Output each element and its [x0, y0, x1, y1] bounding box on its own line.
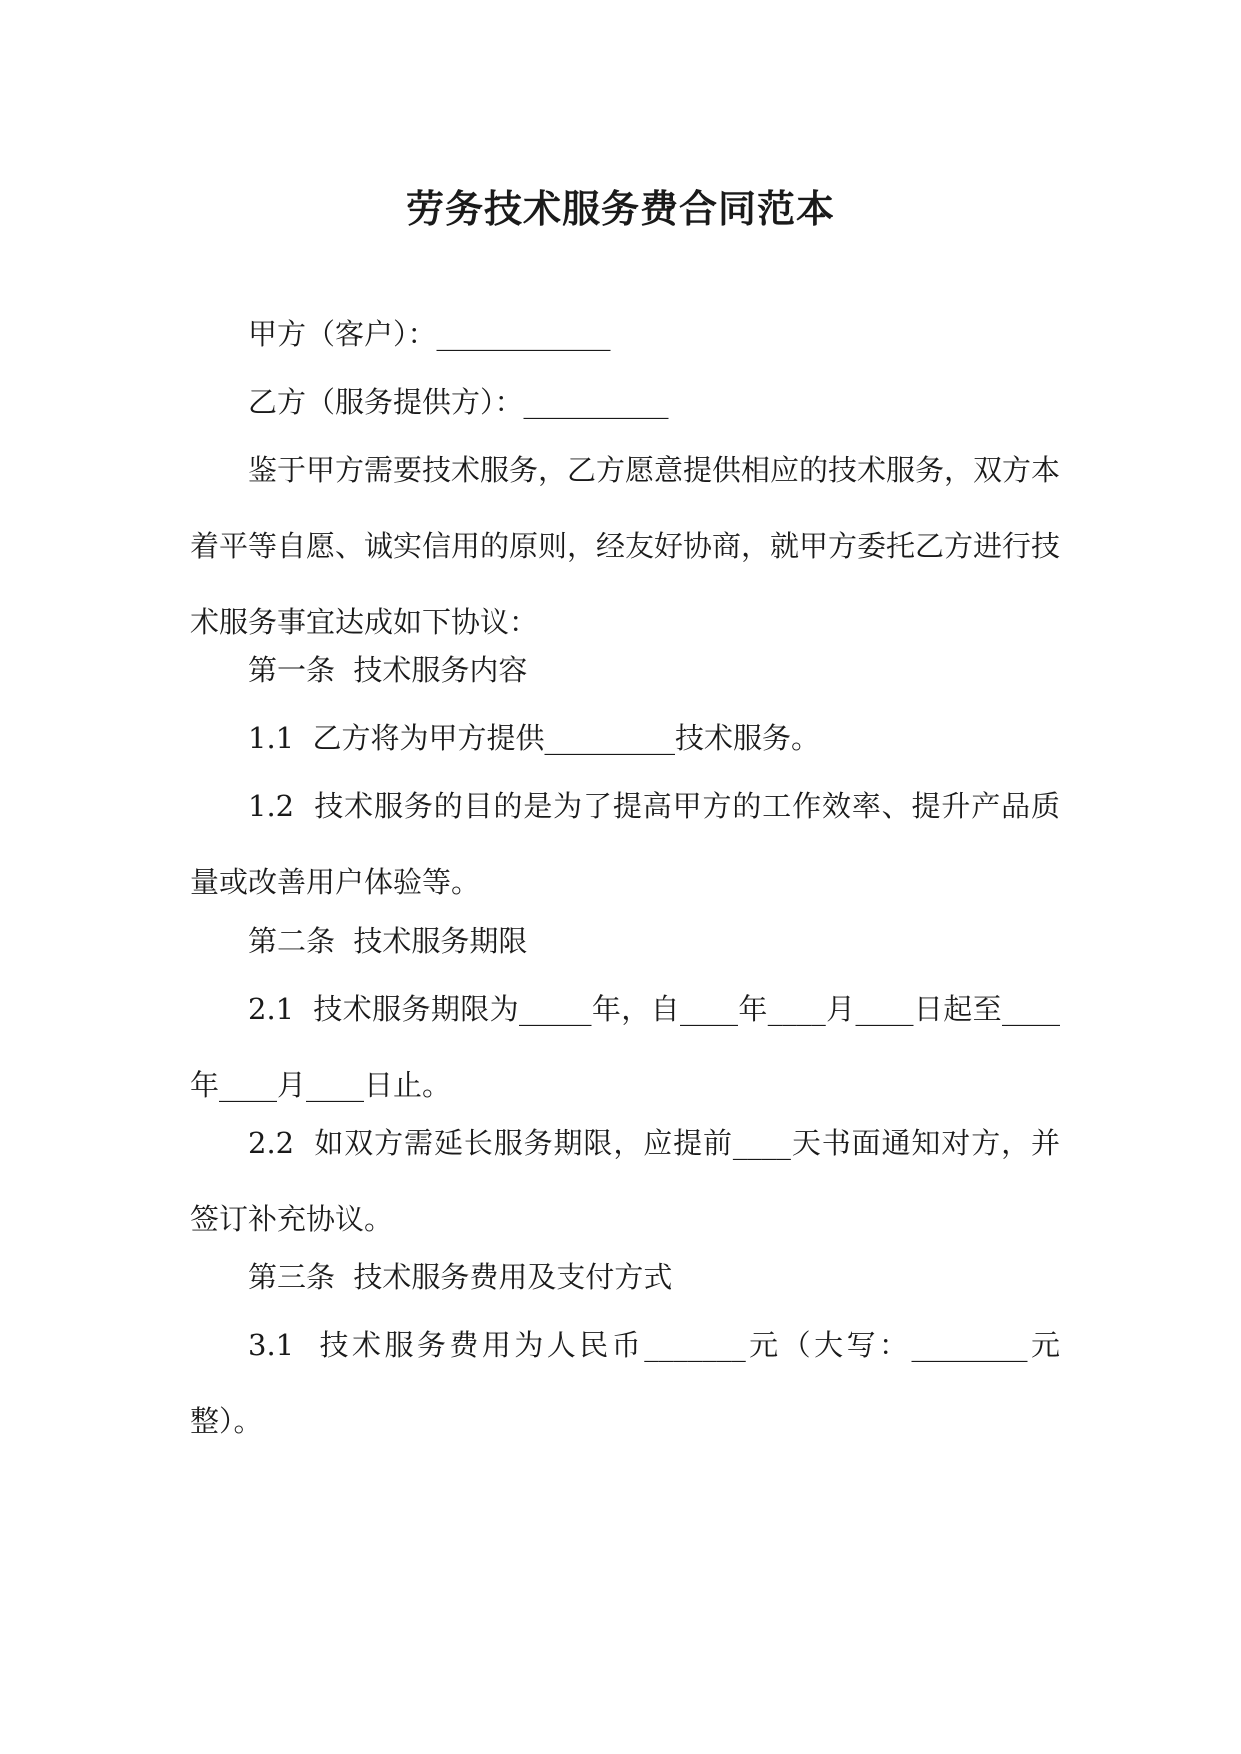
party-b-line: 乙方（服务提供方）：__________ — [248, 385, 669, 419]
article-3-heading: 第三条 技术服务费用及支付方式 — [248, 1260, 673, 1294]
clause-2-1: 2.1 技术服务期限为_____年，自____年____月____日起至____年____月____日止。 — [190, 992, 1060, 1102]
clause-2-2: 2.2 如双方需延长服务期限，应提前____天书面通知对方，并签订补充协议。 — [190, 1126, 1060, 1236]
clause-3-1: 3.1 技术服务费用为人民币_______元（大写：________元整）。 — [190, 1328, 1060, 1438]
preamble-paragraph: 鉴于甲方需要技术服务，乙方愿意提供相应的技术服务，双方本着平等自愿、诚实信用的原则，经友好协商，就甲方委托乙方进行技术服务事宜达成如下协议： — [190, 453, 1061, 639]
clause-1-2: 1.2 技术服务的目的是为了提高甲方的工作效率、提升产品质量或改善用户体验等。 — [190, 789, 1060, 899]
document-title: 劳务技术服务费合同范本 — [405, 186, 835, 231]
party-a-line: 甲方（客户）：____________ — [248, 317, 611, 351]
article-1-heading: 第一条 技术服务内容 — [248, 653, 528, 687]
clause-1-1: 1.1 乙方将为甲方提供_________技术服务。 — [248, 721, 821, 755]
article-2-heading: 第二条 技术服务期限 — [248, 924, 528, 958]
